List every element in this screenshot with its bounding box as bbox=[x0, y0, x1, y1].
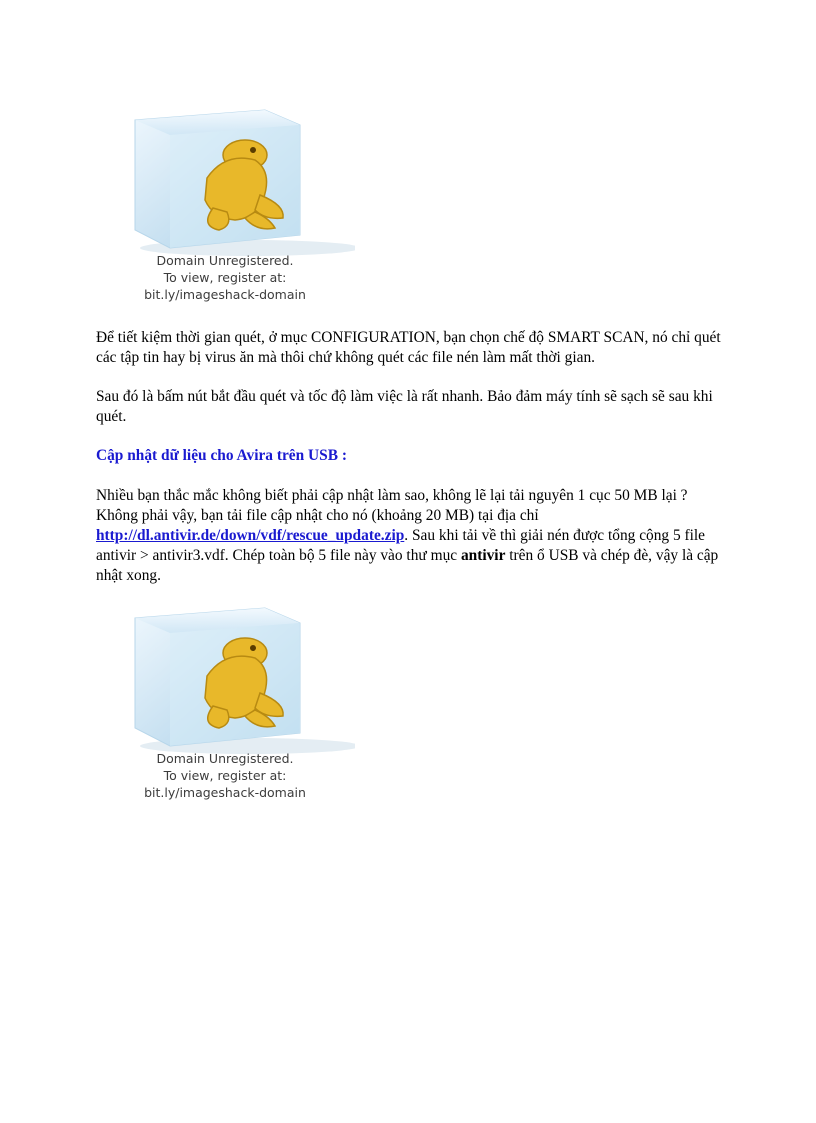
caption-line-1: Domain Unregistered. bbox=[156, 253, 294, 268]
section-heading: Cập nhật dữ liệu cho Avira trên USB : bbox=[96, 447, 347, 464]
placeholder-image-top bbox=[95, 100, 355, 305]
caption-line-1: Domain Unregistered. bbox=[156, 751, 294, 766]
update-text-part-2: . Sau khi tải về thì giải nén được tổng cộng 5 file antivir > antivir3.vdf. Chép toàn bộ 5 file này vào thư mục bbox=[96, 527, 706, 564]
antivir-folder-name: antivir bbox=[460, 547, 506, 564]
caption-line-2: To view, register at: bbox=[163, 768, 287, 783]
caption-line-3: bit.ly/imageshack-domain bbox=[144, 287, 306, 302]
paragraph-smart-scan: Để tiết kiệm thời gian quét, ở mục CONFIGURATION, bạn chọn chế độ SMART SCAN, nó chỉ quét các tập tin hay bị virus ăn mà thôi chứ không quét các file nén làm mất thời gian. bbox=[96, 329, 721, 366]
placeholder-image-bottom bbox=[95, 598, 355, 803]
image-caption bbox=[125, 750, 325, 801]
ice-cube-frog-icon bbox=[95, 598, 355, 758]
paragraph-scan-speed: Sau đó là bấm nút bắt đầu quét và tốc độ làm việc là rất nhanh. Bảo đảm máy tính sẽ sạch sẽ sau khi quét. bbox=[96, 388, 713, 425]
caption-line-2: To view, register at: bbox=[163, 270, 287, 285]
caption-line-3: bit.ly/imageshack-domain bbox=[144, 785, 306, 800]
ice-cube-frog-icon bbox=[95, 100, 355, 260]
update-text-part-1: Nhiều bạn thắc mắc không biết phải cập nhật làm sao, không lẽ lại tải nguyên 1 cục 50 MB lại ? Không phải vậy, bạn tải file cập nhật cho nó (khoảng 20 MB) tại địa chỉ bbox=[96, 487, 688, 524]
rescue-update-link[interactable]: http://dl.antivir.de/down/vdf/rescue_update.zip bbox=[96, 527, 405, 544]
image-caption bbox=[125, 252, 325, 303]
paragraph-update bbox=[96, 486, 726, 586]
update-text-part-3: trên ổ USB và chép đè, vậy là cập nhật xong. bbox=[96, 547, 719, 584]
